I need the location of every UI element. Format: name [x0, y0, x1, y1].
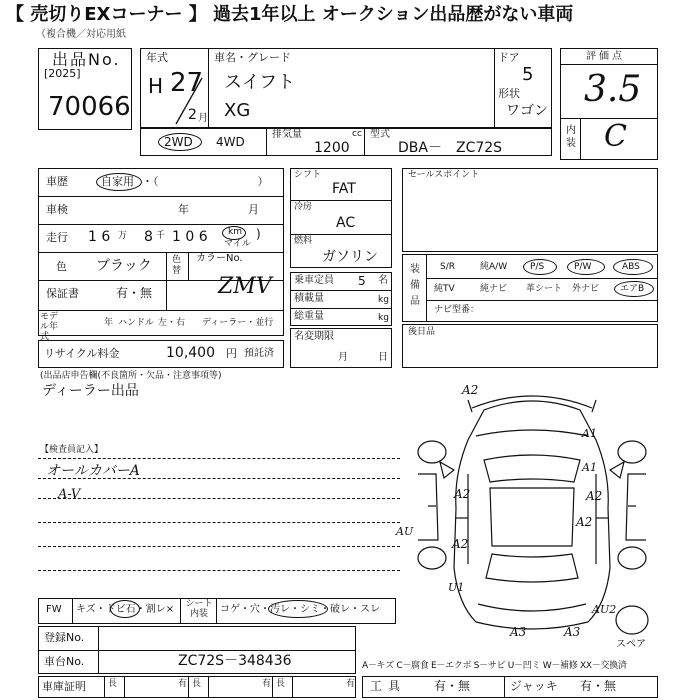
ac-label: 冷房: [294, 202, 313, 212]
shaken-month: 月: [248, 203, 259, 216]
docs-cell-5: 長: [276, 679, 286, 689]
mark-right-rear: A2: [576, 515, 593, 529]
handle-value: 左・右: [158, 318, 186, 328]
recycle-label: リサイクル料金: [44, 347, 120, 360]
fuel-label: 燃料: [294, 236, 313, 246]
mark-rear-center: A3: [564, 625, 581, 639]
load-unit: kg: [378, 295, 389, 305]
mileage-label: 走行: [46, 231, 68, 244]
docs-cell-3: 長: [192, 679, 202, 689]
docs-cell-2: 有: [178, 679, 188, 689]
mileage-sen: 8: [144, 229, 153, 245]
jack-value: 有・無: [580, 679, 617, 693]
mark-right-fender: A1: [582, 461, 597, 474]
mark-front-bumper: A2: [462, 383, 479, 397]
doors-value: 5: [522, 64, 534, 85]
car-diagram: [392, 378, 672, 640]
recycle-amount: 10,400: [166, 345, 215, 361]
tools-value: 有・無: [434, 679, 471, 693]
seat-circle: [268, 600, 328, 618]
warranty-value: 有・無: [116, 286, 153, 300]
reki-rest: ・（ ）: [142, 175, 269, 188]
weight-label: 総重量: [294, 311, 324, 322]
fw-items: キズ・ドビ石・割レ×: [76, 604, 175, 615]
warranty-label: 保証書: [46, 287, 79, 300]
dealer-label: ディーラー・並行: [202, 318, 274, 328]
displacement-label: 排気量: [272, 129, 302, 140]
shaken-year: 年: [178, 203, 189, 216]
model-prefix: DBA－: [398, 140, 442, 156]
sales-points-box: [402, 168, 658, 252]
equip-tv: 純TV: [434, 284, 455, 294]
jack-label: ジャッキ: [510, 679, 558, 693]
docs-label: 車庫証明: [42, 680, 86, 693]
model-year-label: モデル年式: [40, 312, 59, 342]
seat-items: コゲ・穴・汚レ・シミ・破レ・スレ: [220, 604, 380, 615]
mark-rear-right: AU2: [592, 603, 617, 616]
mark-right-door: A2: [586, 489, 603, 503]
equip-ext-navi: 外ナビ: [572, 284, 600, 294]
year-label: 年式: [146, 51, 168, 64]
score-value: 3.5: [584, 69, 642, 110]
car-grade: XG: [224, 100, 251, 121]
sen-unit: 千: [156, 231, 166, 241]
mark-rear-left: A3: [510, 625, 527, 639]
color-no-label: カラーNo.: [196, 253, 243, 264]
tools-label: 工具: [370, 679, 407, 693]
capacity-value: 5: [358, 274, 366, 288]
interior-value: C: [604, 119, 627, 154]
page-title: 【 売切りEXコーナー 】 過去1年以上 オークション出品歴がない車両: [6, 4, 574, 25]
era: H: [148, 74, 164, 98]
equip-navi: 純ナビ: [480, 284, 508, 294]
year-value: 27: [170, 68, 204, 98]
fw-label: FW: [46, 604, 62, 615]
docs-cell-1: 長: [108, 679, 118, 689]
legend: A－キズ C－腐食 E－エクボ S－サビ U－凹ミ W－補修 XX－交換済: [362, 661, 627, 671]
body-label: 形状: [498, 87, 520, 100]
equip-sr: S/R: [440, 262, 455, 272]
fuel-value: ガソリン: [322, 249, 378, 265]
mileage-paren: ): [256, 227, 261, 241]
equipment-label: 装備品: [410, 264, 420, 307]
reg-label: 登録No.: [44, 631, 85, 644]
reki-label: 車歴: [46, 175, 68, 188]
month-unit: 月: [198, 113, 208, 124]
inspector-line1: オールカバーA: [46, 463, 140, 479]
spare-label: スペア: [616, 639, 646, 650]
docs-cell-6: 有: [346, 679, 356, 689]
color-no-value: ZMV: [218, 274, 272, 299]
km-unit: km: [228, 227, 242, 237]
drive-2wd: 2WD: [164, 135, 193, 149]
doors-label: ドア: [498, 51, 520, 64]
sales-points-label: セールスポイント: [408, 170, 480, 180]
model-label: 型式: [370, 129, 390, 140]
inspector-title: 【検査員記入】: [40, 445, 104, 455]
deregist-label: 名変期限: [294, 331, 334, 342]
deregist-month: 月: [338, 352, 348, 363]
reki-value: 自家用: [101, 175, 134, 188]
handle-label: ハンドル: [118, 318, 155, 328]
shift-label: シフト: [294, 170, 322, 180]
remarks-value: ディーラー出品: [42, 383, 139, 399]
name-label: 車名・グレード: [214, 51, 291, 64]
cc-unit: cc: [352, 129, 362, 139]
car-name: スイフト: [224, 72, 296, 93]
shaken-label: 車検: [46, 203, 68, 216]
drive-4wd: 4WD: [216, 135, 245, 149]
chassis-value: ZC72S－348436: [178, 653, 292, 669]
mileage-rest: 1 0 6: [172, 229, 208, 245]
fw-circle: [110, 600, 140, 618]
seat-label: シート内装: [185, 599, 213, 619]
month-value: 2: [188, 107, 197, 123]
deregist-day: 日: [378, 352, 388, 363]
deposit-value: 預託済: [244, 348, 274, 359]
model-year-unit: 年: [104, 318, 114, 328]
model-value: ZC72S: [456, 140, 503, 156]
displacement-value: 1200: [314, 140, 350, 156]
shift-value: FAT: [332, 181, 356, 197]
lot-number: 70066: [48, 92, 131, 122]
mark-left-door: A2: [454, 487, 471, 501]
chassis-label: 車台No.: [44, 655, 85, 668]
sheet-note: （複合機／対応用紙: [36, 29, 126, 40]
load-label: 積載量: [294, 293, 324, 304]
mark-left-step: AU: [396, 525, 414, 538]
docs-cell-4: 有: [262, 679, 272, 689]
equip-pw: P/W: [574, 262, 592, 272]
color-value: ブラック: [96, 258, 152, 274]
equip-abs: ABS: [622, 262, 640, 272]
mark-left-quarter: U1: [448, 581, 465, 594]
mark-left-rear: A2: [452, 537, 469, 551]
equip-leather: 革シート: [526, 284, 563, 294]
capacity-unit: 名: [378, 275, 388, 286]
notes-box: [402, 324, 658, 368]
score-label: 評価点: [586, 51, 625, 62]
lot-label: 出品No.: [52, 50, 121, 69]
equip-aw: 純A/W: [480, 262, 508, 272]
ac-value: AC: [336, 215, 356, 231]
remarks-title: (出品店申告欄(不良箇所・欠品・注意事項等): [40, 371, 222, 381]
navi-model-label: ナビ型番：: [434, 305, 480, 315]
capacity-label: 乗車定員: [294, 275, 334, 286]
mark-front-right: A1: [582, 427, 597, 440]
equip-ps: P/S: [530, 262, 545, 272]
weight-unit: kg: [378, 313, 389, 323]
interior-label: 内装: [566, 125, 576, 149]
lot-year: [2025]: [44, 67, 81, 80]
color-label: 色: [56, 260, 67, 273]
equip-airbag: エアB: [620, 284, 645, 294]
inspector-line2: A-V: [58, 487, 81, 502]
mile-unit: マイル: [224, 239, 251, 249]
mileage-man: 1 6: [88, 229, 111, 245]
man-unit: 万: [118, 231, 128, 241]
notes-label: 後日品: [408, 327, 436, 337]
body-value: ワゴン: [506, 103, 548, 119]
color-change-label: 色替: [172, 255, 182, 276]
yen-unit: 円: [226, 347, 237, 360]
